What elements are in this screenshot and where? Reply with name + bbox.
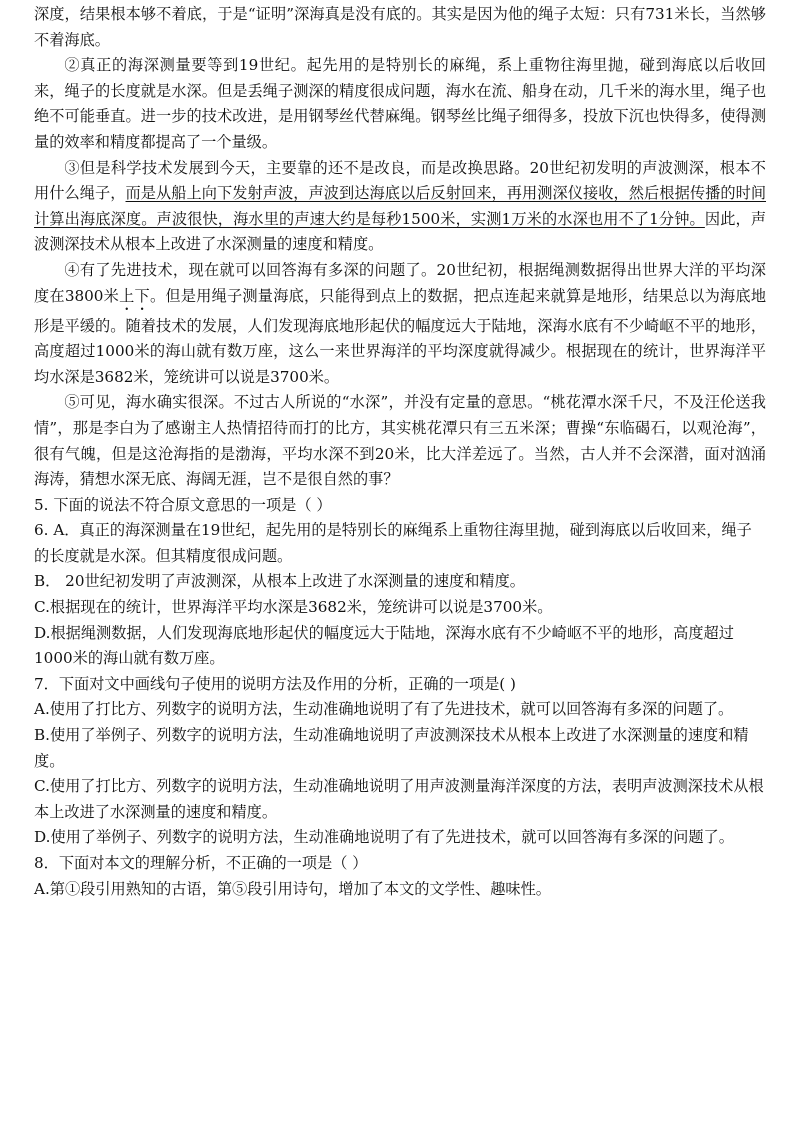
question-7: 7．下面对文中画线句子使用的说明方法及作用的分析，正确的一项是( ) bbox=[34, 674, 516, 693]
passage-paragraph-1: 深度，结果根本够不着底，于是“证明”深海真是没有底的。其实是因为他的绳子太短：只有731米长，当然够不着海底。 bbox=[34, 5, 766, 49]
passage-paragraph-2: ②真正的海深测量要等到19世纪。起先用的是特别长的麻绳，系上重物往海里抛，碰到海底以后收回来，绳子的长度就是水深。但是丢绳子测深的精度很成问题，海水在流、船身在动，几千米的海水里，绳子也绝不可能垂直。进一步的技术改进，是用钢琴丝代替麻绳。钢琴丝比绳子细得多，投放下沉也快得多，使得测量的效率和精度都提高了一个量级。 bbox=[34, 56, 766, 151]
passage-paragraph-3 bbox=[34, 156, 766, 258]
paragraph-4-tail: 。但是用绳子测量海底，只能得到点上的数据，把点连起来就算是地形，结果总以为海底地形是平缓的。随着技术的发展，人们发现海底地形起伏的幅度远大于陆地，深海水底有不少崎岖不平的地形，高度超过1000米的海山就有数万座，这么一来世界海洋的平均深度就得减少。根据现在的统计，世界海洋平均水深是3682米，笼统讲可以说是3700米。 bbox=[34, 286, 767, 386]
question-6-option-c: C.根据现在的统计，世界海洋平均水深是3682米，笼统讲可以说是3700米。 bbox=[34, 598, 553, 617]
paragraph-3-lead: ③但是科学技术发展到今天，主要靠的还不是改良，而是改换思路。20世纪初发明的声波测深，根本不用什么绳子， bbox=[34, 158, 766, 203]
question-7-option-c: C.使用了打比方、列数字的说明方法，生动准确地说明了用声波测量海洋深度的方法，表明声波测深技术从根本上改进了水深测量的速度和精度。 bbox=[34, 777, 764, 821]
question-7-option-a: A.使用了打比方、列数字的说明方法，生动准确地说明了有了先进技术，就可以回答海有多深的问题了。 bbox=[34, 700, 734, 719]
underlined-sentence: 而是从船上向下发射声波，声波到达海底以后反射回来，再用测深仪接收，然后根据传播的时间计算出海底深度。声波很快，海水里的声速大约是每秒1500米，实测1万米的水深也用不了1分钟。 bbox=[34, 184, 767, 228]
passage-paragraph-4 bbox=[34, 258, 766, 390]
question-6-option-a: 6. A．真正的海深测量在19世纪，起先用的是特别长的麻绳系上重物往海里抛，碰到海底以后收回来，绳子的长度就是水深。但其精度很成问题。 bbox=[34, 521, 752, 565]
question-8-option-a: A.第①段引用熟知的古语，第⑤段引用诗句，增加了本文的文学性、趣味性。 bbox=[34, 879, 551, 898]
question-7-option-b: B.使用了举例子、列数字的说明方法，生动准确地说明了声波测深技术从根本上改进了水深测量的速度和精度。 bbox=[34, 726, 749, 770]
question-5: 5. 下面的说法不符合原文意思的一项是（ ） bbox=[34, 495, 332, 514]
emphasis-dotted-word: 上下 bbox=[119, 286, 150, 305]
paragraph-4-lead: ④有了先进技术，现在就可以回答海有多深的问题了。20世纪初，根据绳测数据得出世界大洋的平均深度在3800米 bbox=[34, 260, 766, 305]
question-7-option-d: D.使用了举例子、列数字的说明方法，生动准确地说明了有了先进技术，就可以回答海有多深的问题了。 bbox=[34, 828, 734, 847]
question-6-option-d: D.根据绳测数据，人们发现海底地形起伏的幅度远大于陆地，深海水底有不少崎岖不平的地形，高度超过1000米的海山就有数万座。 bbox=[34, 623, 734, 668]
question-6-option-b: B． 20世纪初发明了声波测深，从根本上改进了水深测量的速度和精度。 bbox=[34, 572, 525, 591]
paragraph-3-tail: 因此，声波测深技术从根本上改进了水深测量的速度和精度。 bbox=[34, 209, 767, 254]
passage-paragraph-5: ⑤可见，海水确实很深。不过古人所说的“水深”，并没有定量的意思。“桃花潭水深千尺，不及汪伦送我情”，那是李白为了感谢主人热情招待而打的比方，其实桃花潭只有三五米深；曹操“东临碣石，以观沧海”，很有气魄，但是这沧海指的是渤海，平均水深不到20米，比大洋差远了。当然，古人并不会深潜，面对汹涌海涛，猜想水深无底、海阔无涯，岂不是很自然的事？ bbox=[34, 393, 766, 489]
question-8: 8．下面对本文的理解分析，不正确的一项是（ ） bbox=[34, 854, 368, 872]
